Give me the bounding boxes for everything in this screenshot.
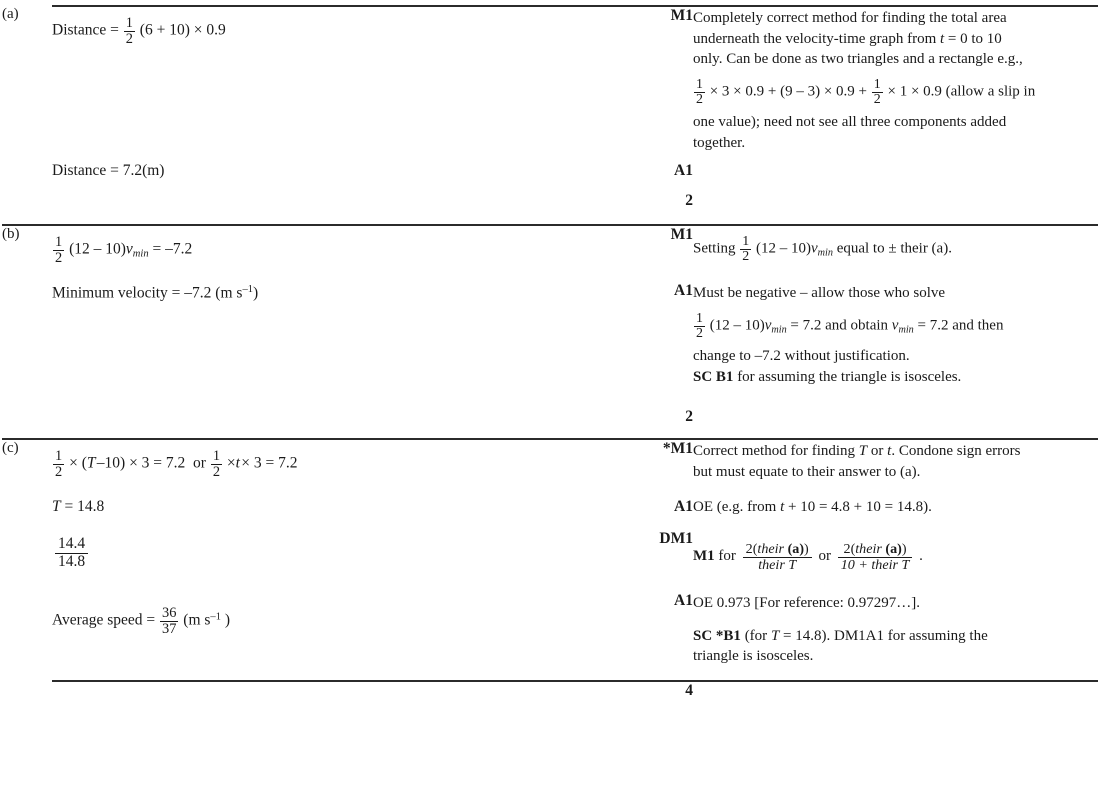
table-row: [2, 408, 1098, 439]
note-line: Correct method for finding T or t. Condone sign errors: [693, 443, 1021, 459]
working-cell-b-total: [52, 408, 617, 439]
mark-cell-b-m1: M1: [617, 225, 693, 282]
fraction-half: $\frac{1}{2}$: [212, 448, 221, 480]
mark-cell-c-a1-final: A1: [674, 592, 693, 609]
note-math-line: M1 for $\frac{\text{2(their (a))}}{\text{their T}}$ or $\frac{\text{2(their (a))}}{\text{10 + their T}}$ .: [693, 541, 923, 574]
mark-scheme-table: [2, 5, 1098, 714]
fraction-half: $\frac{1}{2}$: [742, 234, 750, 265]
notes-cell-c-total: [693, 681, 1098, 714]
working-end-text: ×t × 3 = 7.2: [226, 454, 298, 472]
fraction-half: $\frac{1}{2}$: [55, 448, 63, 480]
table-row: [2, 530, 1098, 592]
working-cell-c-m1: [52, 439, 617, 498]
table-row: [2, 162, 1098, 192]
table-row: [2, 225, 1098, 282]
mark-cell-b-total: 2: [685, 408, 693, 425]
table-row: [2, 681, 1098, 714]
working-expression: $\frac{1}{2}$ $(12 - 10)v_{min} = -7.2$: [55, 234, 193, 266]
table-row: [2, 6, 1098, 162]
working-mid-text: × (T –10) × 3 = 7.2 or: [69, 454, 206, 472]
mark-cell-c-a1: A1: [674, 498, 693, 515]
notes-cell-b-a1: [693, 282, 1098, 408]
working-cell-a-total: [52, 192, 617, 225]
notes-cell-c-dm1: [693, 530, 1098, 592]
part-label-b: (b): [2, 225, 52, 439]
fraction-half: $\frac{1}{2}$: [55, 234, 63, 266]
notes-cell-b-m1: [693, 225, 1098, 282]
fraction-half: $\frac{1}{2}$: [125, 15, 133, 47]
table-row: [2, 592, 1098, 681]
table-row: [2, 498, 1098, 530]
part-label-c: (c): [2, 439, 52, 714]
note-line: OE 0.973 [For reference: 0.97297…].: [693, 595, 921, 611]
notes-cell-b-total: [693, 408, 1098, 439]
fraction-their-a-over-their-T: $\frac{\text{2(their (a))}}{\text{their T}}$: [743, 542, 812, 573]
note-line: but must equate to their answer to (a).: [693, 463, 921, 480]
table-row: [2, 192, 1098, 225]
note-line: change to –7.2 without justification.: [693, 348, 910, 365]
note-line: Must be negative – allow those who solve: [693, 285, 946, 301]
working-cell-c-a1: T = 14.8: [52, 498, 105, 515]
working-expression: Average speed = $\frac{36}{37}$ (m $s^{-1}$ ): [52, 605, 230, 637]
working-cell-c-dm1: [52, 530, 617, 592]
notes-cell-c-a1-final: [693, 592, 1098, 681]
note-math-line: $\frac{1}{2}$ × 3 × 0.9 + (9 – 3) × 0.9 + $\frac{1}{2}$ × 1 × 0.9 (allow a slip in: [696, 76, 1036, 107]
mark-cell-c-dm1: DM1: [659, 530, 693, 547]
notes-cell-a-total: [693, 192, 1098, 225]
working-cell-c-total: [52, 681, 617, 714]
note-line: underneath the velocity-time graph from t = 0 to 10: [693, 30, 1002, 47]
fraction-half: $\frac{1}{2}$: [873, 76, 881, 107]
working-expression: Distance = $\frac{1}{2}$ (6 + 10) × 0.9: [52, 15, 226, 47]
working-cell-c-a1-final: [52, 592, 617, 681]
working-expression: Minimum velocity = –7.2 (m $s^{-1}$): [52, 284, 259, 302]
working-cell-a-a1: Distance = 7.2(m): [52, 162, 165, 179]
note-line: only. Can be done as two triangles and a rectangle e.g.,: [693, 51, 1023, 68]
notes-cell-c-m1: [693, 439, 1098, 498]
note-math-line: $\frac{1}{2}$ $(12 - 10)v_{min} = 7.2$ and obtain $v_{min} = 7.2$ and then: [696, 310, 1004, 341]
note-line: one value); need not see all three components added: [693, 114, 1007, 131]
working-cell-b-a1: [52, 282, 617, 408]
fraction-14-4-over-14-8: $\frac{14.4}{14.8}$: [55, 536, 88, 570]
mark-cell-c-m1: *M1: [617, 439, 693, 498]
table-row: [2, 439, 1098, 498]
working-cell-b-m1: [52, 225, 617, 282]
note-math-line: Setting $\frac{1}{2}$ $(12 - 10)v_{min}$ equal to ± their (a).: [693, 234, 952, 265]
fraction-half: $\frac{1}{2}$: [696, 76, 703, 107]
mark-cell-b-a1: A1: [674, 282, 693, 299]
working-expression: [52, 449, 617, 479]
mark-cell-a-m1: M1: [617, 6, 693, 162]
notes-cell-c-a1: OE (e.g. from t + 10 = 4.8 + 10 = 14.8).: [693, 499, 932, 515]
note-line: together.: [693, 134, 746, 151]
table-row: [2, 282, 1098, 408]
mark-cell-c-total: 4: [617, 681, 693, 714]
note-line: triangle is isosceles.: [693, 648, 814, 665]
fraction-their-a-over-10-plus-their-T: $\frac{\text{2(their (a))}}{\text{10 + their T}}$: [838, 542, 913, 573]
fraction-numerator: 2(their (a)): [745, 541, 809, 557]
note-line: SC *B1 (for T = 14.8). DM1A1 for assuming the: [693, 627, 988, 644]
part-label-a: (a): [2, 6, 19, 22]
fraction-numerator: 2(their (a)): [843, 541, 907, 557]
mark-cell-a-a1: A1: [674, 162, 693, 179]
fraction-36-over-37: $\frac{36}{37}$: [162, 605, 177, 637]
working-cell-a-m1: [52, 6, 617, 162]
notes-cell-a-m1: [693, 6, 1098, 162]
mark-scheme-page: [0, 5, 1100, 791]
note-line: SC B1 for assuming the triangle is isosceles.: [693, 368, 962, 385]
note-line: Completely correct method for finding the total area: [693, 10, 1007, 26]
notes-cell-a-a1: [693, 162, 1098, 192]
mark-cell-a-total: 2: [685, 192, 693, 209]
fraction-half: $\frac{1}{2}$: [696, 310, 703, 341]
